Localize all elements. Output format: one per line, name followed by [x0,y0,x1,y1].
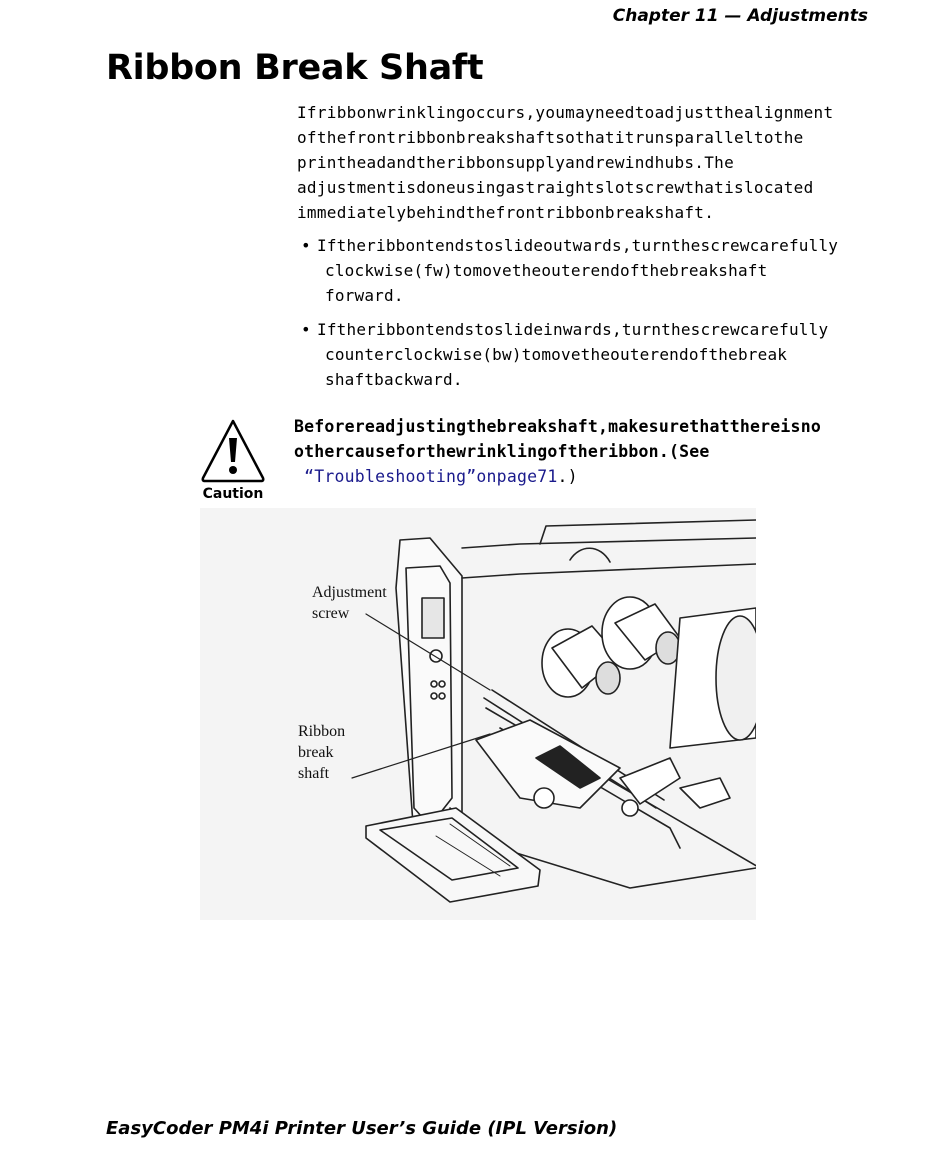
bullet-line: counterclockwise(bw)tomovetheouterendofthebreak [325,345,788,364]
intro-line: adjustmentisdoneusingastraightslotscrewthatislocated [297,178,814,197]
bullet-line: clockwise(fw)tomovetheouterendofthebreakshaft [325,261,768,280]
bullet-line: • Iftheribbontendstoslideoutwards,turnthescrewcarefully [301,233,901,258]
caution-icon [200,418,266,502]
intro-line: printheadandtheribbonsupplyandrewindhubs.The [297,153,735,172]
caution-line: othercauseforthewrinklingoftheribbon.(See [294,442,710,461]
bullet-item-outwards [301,233,901,308]
running-head: Chapter 11 — Adjustments [612,6,868,26]
intro-line: immediatelybehindthefrontribbonbreakshaft. [297,203,715,222]
printer-mechanism-illustration [200,508,756,920]
bullet-marker: • [301,236,311,255]
bullet-item-inwards [301,317,901,392]
callout-ribbon-break-shaft: Ribbon break shaft [298,723,346,782]
caution-line: “Troubleshooting”onpage71.) [304,467,578,486]
troubleshooting-link[interactable]: “Troubleshooting”onpage71 [304,467,558,486]
intro-line: Ifribbonwrinklingoccurs,youmayneedtoadjustthealignment [297,103,834,122]
callout-adjustment-screw: Adjustment screw [312,584,387,622]
page-footer: EasyCoder PM4i Printer User’s Guide (IPL Version) [106,1118,618,1139]
printer-figure [200,508,756,920]
intro-paragraph [297,100,897,225]
bullet-line: shaftbackward. [325,370,463,389]
caution-label: Caution [202,486,264,502]
bullet-marker: • [301,320,311,339]
page-title: Ribbon Break Shaft [106,48,484,88]
bullet-line: • Iftheribbontendstoslideinwards,turnthescrewcarefully [301,317,901,342]
intro-line: ofthefrontribbonbreakshaftsothatitrunsparalleltothe [297,128,804,147]
caution-line: Beforereadjustingthebreakshaft,makesurethatthereisno [294,417,821,436]
bullet-line: forward. [325,286,404,305]
caution-note [294,414,914,489]
